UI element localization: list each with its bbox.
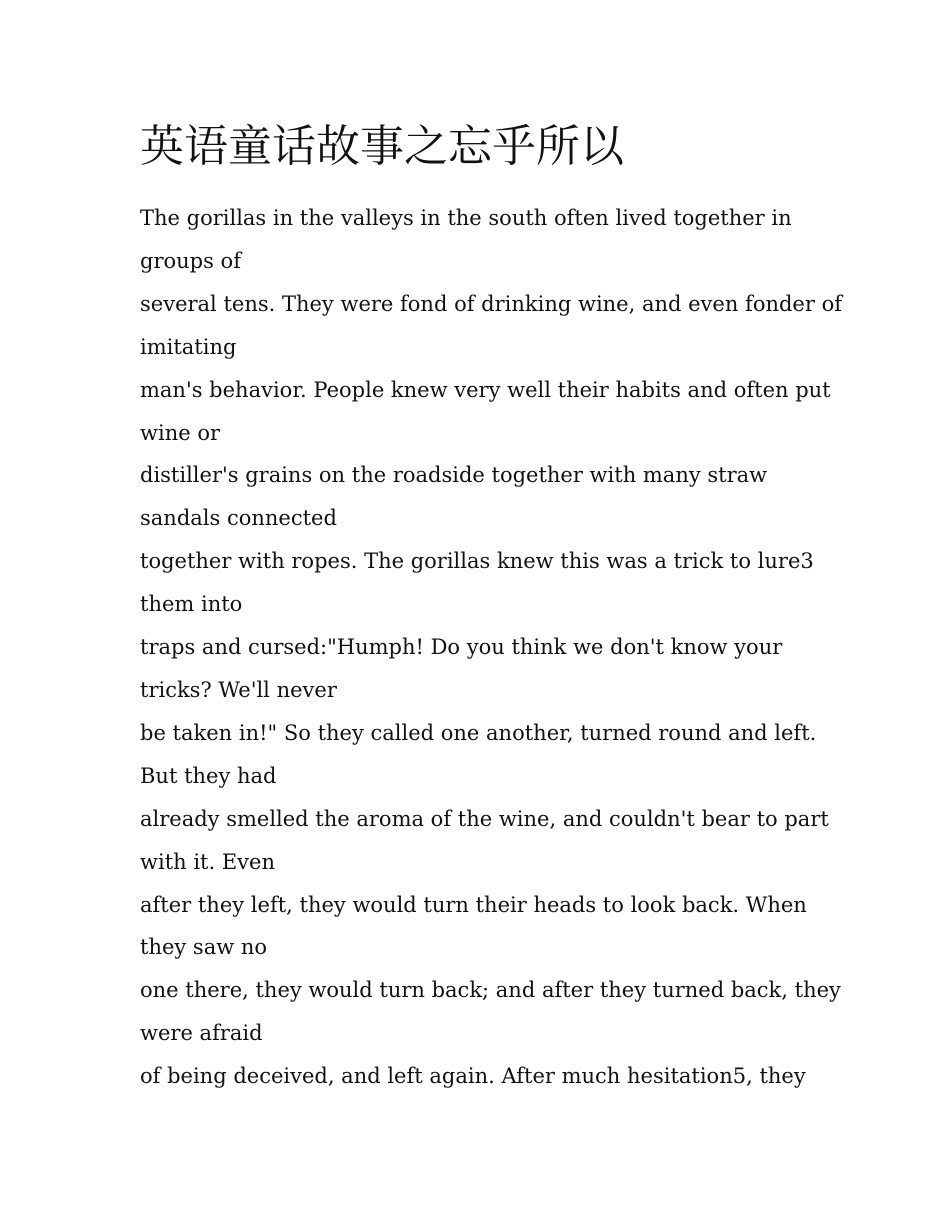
body-line: sandals connected [140,506,337,531]
body-line: groups of [140,248,241,273]
body-line: tricks? We'll never [140,677,337,702]
body-line: traps and cursed:"Humph! Do you think we don't know your [140,635,783,660]
document-page [140,0,842,1229]
body-line: already smelled the aroma of the wine, and couldn't bear to part [140,806,829,831]
body-line: they saw no [140,935,268,960]
body-line: imitating [140,334,237,359]
document-body [140,197,842,1098]
body-line: man's behavior. People knew very well their habits and often put [140,377,831,402]
body-line: wine or [140,420,221,445]
body-line: them into [140,592,243,617]
body-line: with it. Even [140,849,275,874]
body-line: distiller's grains on the roadside together with many straw [140,463,768,488]
body-line: after they left, they would turn their heads to look back. When [140,892,807,917]
body-line: were afraid [140,1021,263,1046]
body-line: But they had [140,763,277,788]
body-line: one there, they would turn back; and after they turned back, they [140,978,841,1003]
body-line: of being deceived, and left again. After much hesitation5, they [140,1064,806,1089]
body-line: several tens. They were fond of drinking wine, and even fonder of [140,291,842,316]
body-line: be taken in!" So they called one another, turned round and left. [140,720,817,745]
document-title: 英语童话故事之忘乎所以 [140,121,624,172]
body-line: together with ropes. The gorillas knew this was a trick to lure3 [140,549,814,574]
body-line: The gorillas in the valleys in the south often lived together in [140,206,792,230]
